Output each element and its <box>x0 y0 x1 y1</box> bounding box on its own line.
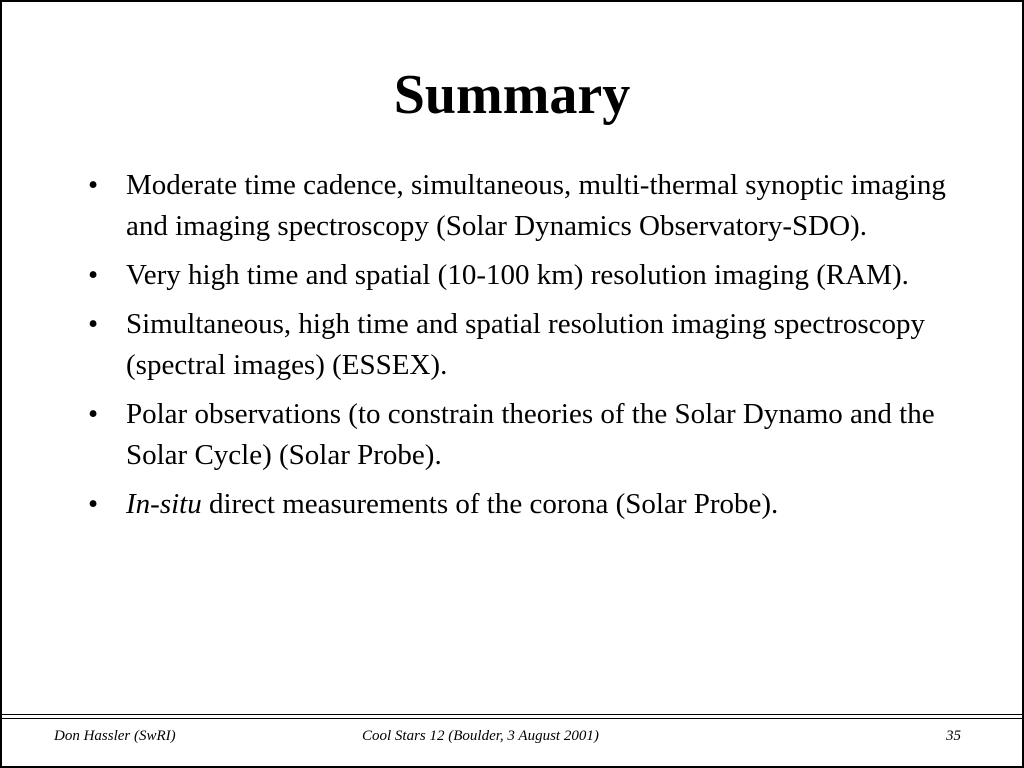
slide-title: Summary <box>393 64 631 126</box>
bullet-text: Moderate time cadence, simultaneous, multi-thermal synoptic imaging and imaging spectroscopy (Solar Dynamics Observatory-SDO). <box>126 169 946 242</box>
bullet-text: Simultaneous, high time and spatial resolution imaging spectroscopy (spectral images) (ESSEX). <box>126 308 925 381</box>
bullet-italic-lead: In-situ <box>126 488 202 520</box>
bullet-symbol: • <box>88 398 99 430</box>
footer-author: Don Hassler (SwRI) <box>54 728 176 744</box>
bullet-symbol: • <box>88 308 99 340</box>
bullet-item <box>88 165 948 247</box>
bullet-item <box>88 484 948 525</box>
footer-divider-bottom <box>2 718 1022 719</box>
footer-page-number: 35 <box>946 728 961 744</box>
bullet-symbol: • <box>88 259 99 291</box>
bullet-text: direct measurements of the corona (Solar Probe). <box>201 488 779 520</box>
footer-divider-top <box>2 714 1022 715</box>
bullet-item <box>88 255 948 296</box>
bullet-text: Very high time and spatial (10-100 km) resolution imaging (RAM). <box>126 259 909 291</box>
footer-event: Cool Stars 12 (Boulder, 3 August 2001) <box>362 728 599 744</box>
bullet-text: Polar observations (to constrain theories of the Solar Dynamo and the Solar Cycle) (Solar Probe). <box>126 398 935 471</box>
bullet-symbol: • <box>88 488 99 520</box>
bullet-item <box>88 394 948 476</box>
bullet-symbol: • <box>88 169 99 201</box>
bullet-list <box>88 165 948 533</box>
bullet-item <box>88 304 948 386</box>
